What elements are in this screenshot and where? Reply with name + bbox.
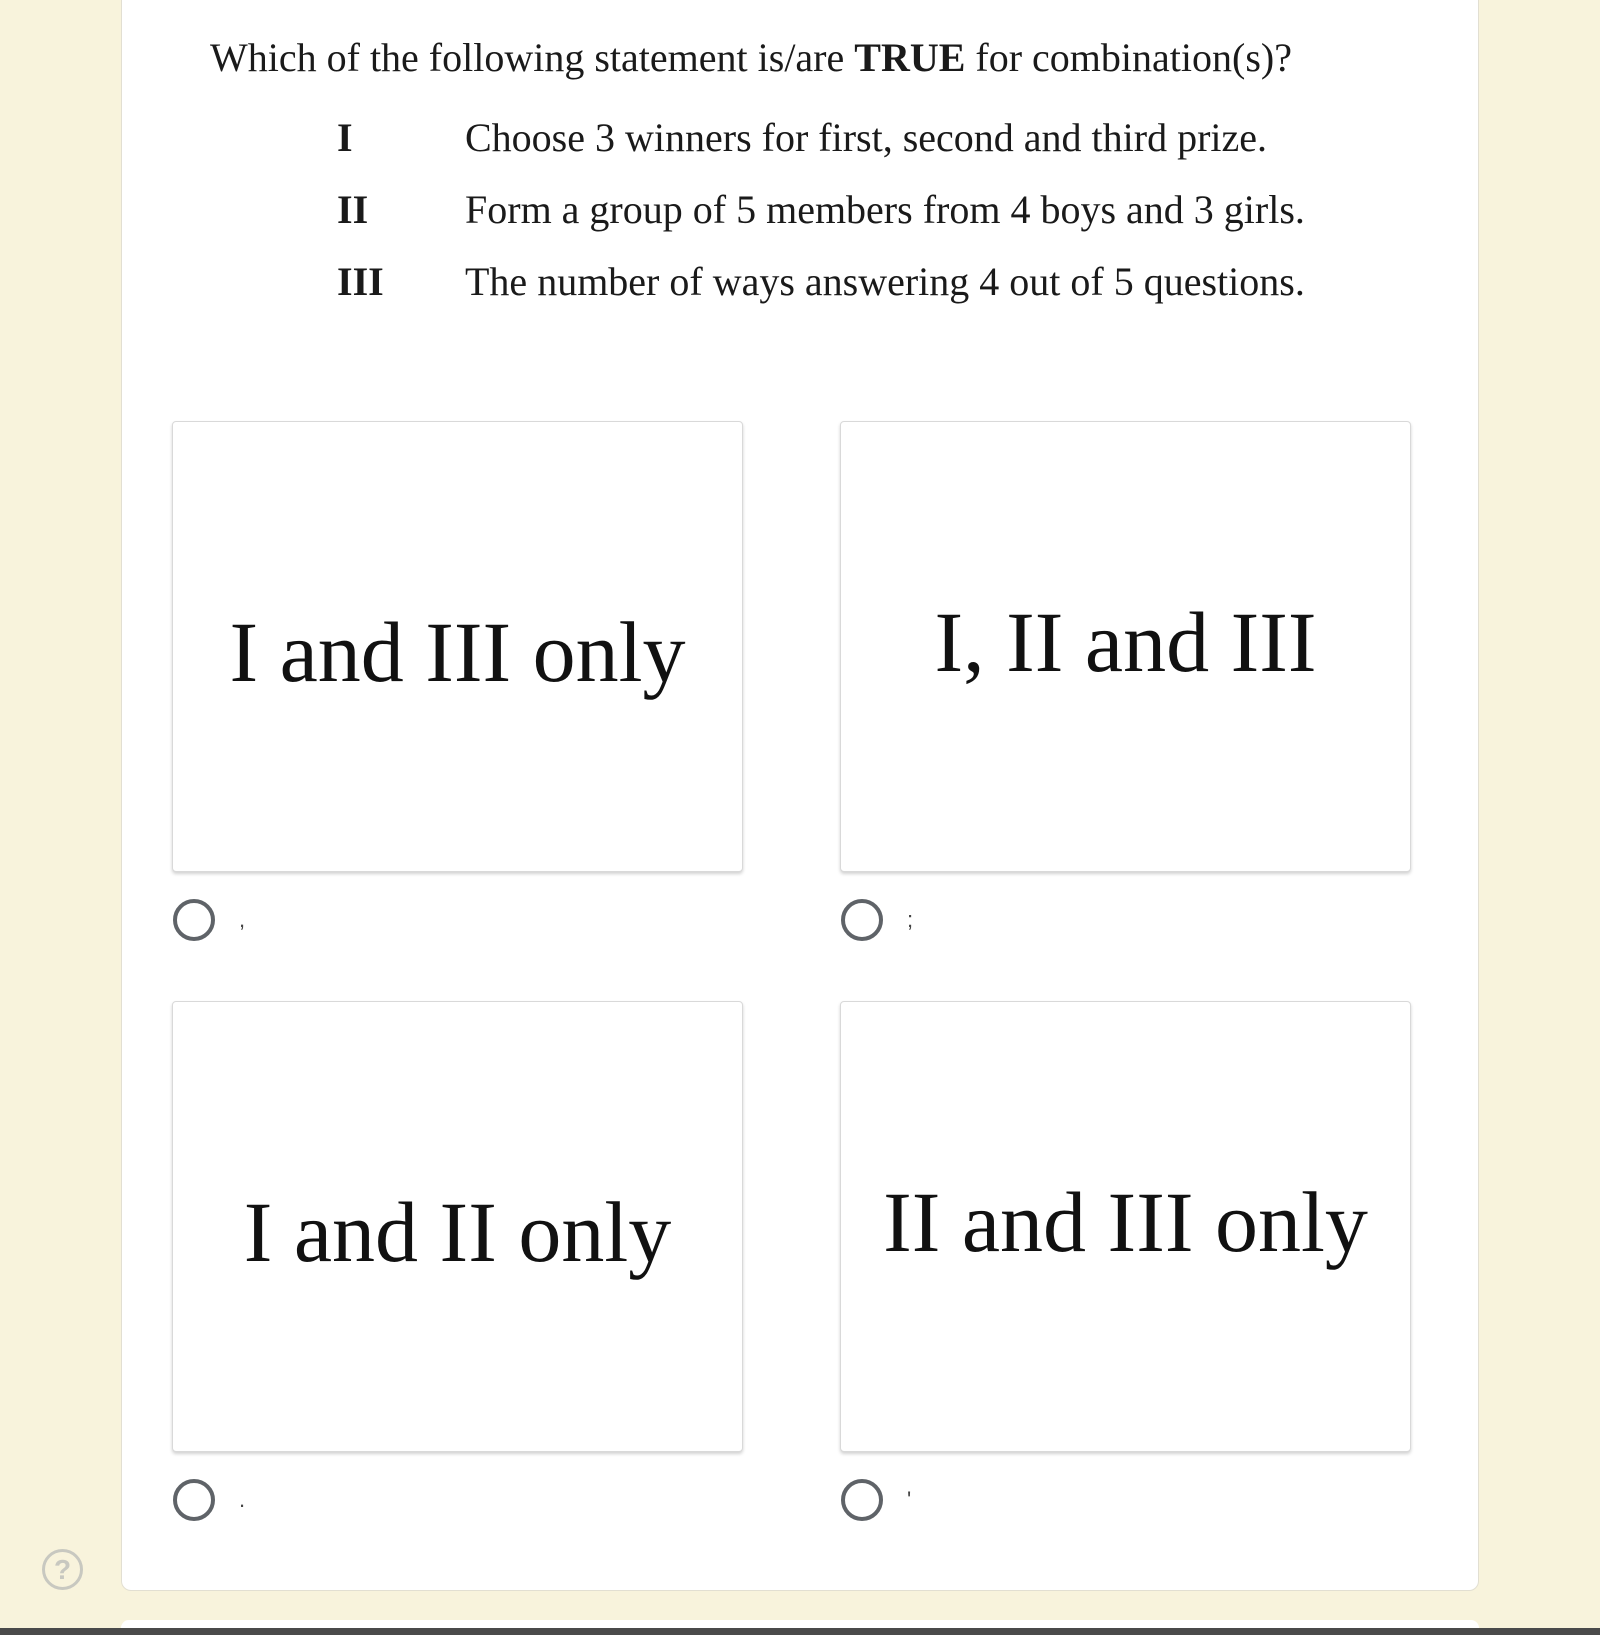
option-a-text: I and III only [229,603,686,700]
question-title [210,30,1410,86]
option-card-d[interactable] [840,1001,1411,1452]
statement-number: I [337,115,353,160]
option-d-radio[interactable] [841,1479,883,1521]
question-block [210,30,1410,318]
statement-text: Choose 3 winners for first, second and third prize. [465,115,1268,160]
option-c-text: I and II only [243,1183,672,1280]
option-c-radio[interactable] [173,1479,215,1521]
option-c-radio-row[interactable] [173,1479,245,1521]
question-title-emphasis: TRUE [854,35,966,80]
statement-row [210,174,1410,246]
option-c-radio-label: . [239,1487,246,1512]
statement-list [210,102,1410,318]
option-b-radio-label: ; [907,907,914,932]
option-b-radio[interactable] [841,899,883,941]
statement-row [210,102,1410,174]
statement-text: Form a group of 5 members from 4 boys and 3 girls. [465,187,1305,232]
option-d-text: II and III only [883,1173,1368,1270]
question-title-text-end: for combination(s)? [965,35,1292,80]
question-title-text: Which of the following statement is/are [210,35,855,80]
option-card-a[interactable] [172,421,743,872]
statement-number: III [337,259,384,304]
statement-row [210,246,1410,318]
option-a-radio-label: , [239,907,246,932]
next-card-edge [121,1620,1479,1628]
option-a-radio-row[interactable] [173,899,245,941]
option-d-radio-label: ' [907,1487,912,1512]
option-b-radio-row[interactable] [841,899,913,941]
question-mark-icon[interactable]: ? [42,1549,83,1590]
statement-number: II [337,187,369,232]
statement-text: The number of ways answering 4 out of 5 questions. [465,259,1305,304]
option-a-radio[interactable] [173,899,215,941]
bottom-bar [0,1628,1600,1635]
option-card-b[interactable] [840,421,1411,872]
option-d-radio-row[interactable] [841,1479,911,1521]
option-b-text: I, II and III [934,593,1317,690]
option-card-c[interactable] [172,1001,743,1452]
